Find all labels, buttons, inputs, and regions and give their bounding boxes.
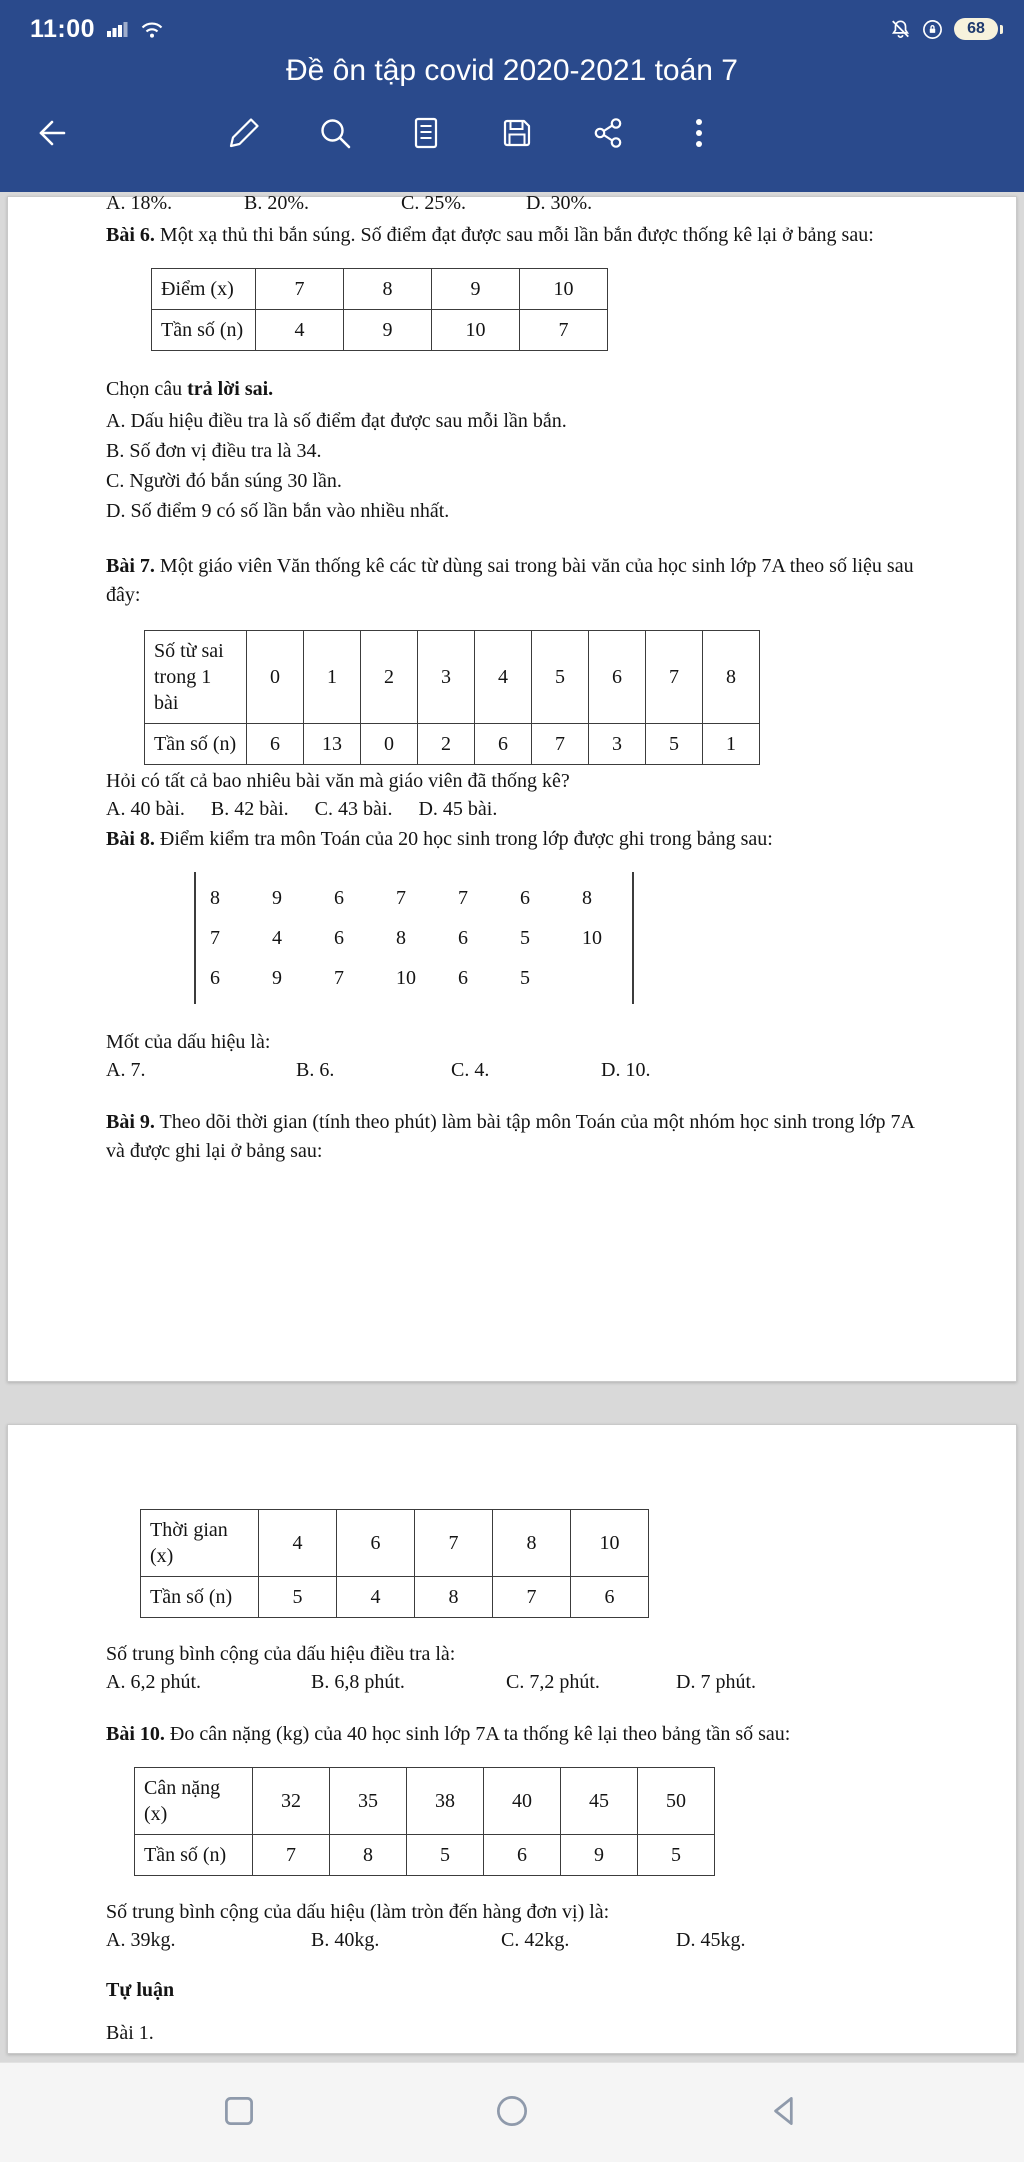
table-cell: 7 bbox=[253, 1835, 330, 1876]
exercise-text: Điểm kiểm tra môn Toán của 20 học sinh trong lớp được ghi trong bảng sau: bbox=[154, 828, 773, 850]
score-value: 8 bbox=[582, 887, 592, 909]
essay-section-heading: Tự luận bbox=[106, 1979, 175, 2001]
table-cell: 10 bbox=[520, 269, 608, 310]
bai9-question: Số trung bình cộng của dấu hiệu điều tra là: bbox=[106, 1643, 456, 1665]
answer-option: C. 4. bbox=[451, 1059, 490, 1081]
table-cell: 10 bbox=[571, 1510, 649, 1577]
table-cell: Điểm (x) bbox=[152, 269, 256, 310]
table-cell: 7 bbox=[256, 269, 344, 310]
table-cell: 13 bbox=[304, 724, 361, 765]
wifi-icon bbox=[140, 20, 164, 39]
table-cell: 7 bbox=[646, 631, 703, 724]
battery-indicator: 68 bbox=[954, 18, 998, 40]
exercise-text: Một giáo viên Văn thống kê các từ dùng sai trong bài văn của học sinh lớp 7A theo số liệu sau đây: bbox=[106, 555, 914, 606]
table-cell: 6 bbox=[589, 631, 646, 724]
table-row bbox=[135, 1835, 715, 1876]
table-cell: 8 bbox=[703, 631, 760, 724]
exercise-number: Bài 8. bbox=[106, 828, 155, 850]
answer-option: C. 43 bài. bbox=[314, 798, 393, 820]
answer-option: B. Số đơn vị điều tra là 34. bbox=[106, 440, 322, 462]
score-value: 5 bbox=[520, 967, 530, 989]
score-value: 5 bbox=[520, 927, 530, 949]
table-cell: 10 bbox=[432, 310, 520, 351]
exercise-text: Theo dõi thời gian (tính theo phút) làm bài tập môn Toán của một nhóm học sinh trong lớp 7A và được ghi lại ở bảng sau: bbox=[106, 1111, 914, 1162]
share-button[interactable] bbox=[586, 111, 630, 155]
table-cell: 0 bbox=[361, 724, 418, 765]
exercise-number: Bài 9. bbox=[106, 1111, 155, 1133]
score-value: 6 bbox=[334, 887, 344, 909]
answer-option: B. 42 bài. bbox=[210, 798, 289, 820]
reading-mode-button[interactable] bbox=[404, 111, 448, 155]
bai7-statement bbox=[106, 552, 916, 610]
table-cell: 2 bbox=[418, 724, 475, 765]
bai9-options bbox=[106, 1671, 916, 1694]
bai7-question: Hỏi có tất cả bao nhiêu bài văn mà giáo viên đã thống kê? bbox=[106, 770, 570, 792]
android-navigation-bar bbox=[0, 2062, 1024, 2162]
scores-row bbox=[196, 958, 632, 998]
score-value: 7 bbox=[334, 967, 344, 989]
answer-option: A. 18%. bbox=[106, 192, 173, 214]
truncated-bottom-line bbox=[106, 2019, 916, 2044]
table-cell: Thời gian (x) bbox=[141, 1510, 259, 1577]
truncated-options-row bbox=[106, 192, 916, 217]
answer-option: A. 6,2 phút. bbox=[106, 1671, 201, 1693]
table-cell: 1 bbox=[304, 631, 361, 724]
bai10-frequency-table bbox=[134, 1767, 715, 1876]
answer-option: A. 40 bài. bbox=[106, 798, 185, 820]
table-cell: 6 bbox=[247, 724, 304, 765]
table-cell: 5 bbox=[532, 631, 589, 724]
scores-row bbox=[196, 918, 632, 958]
toolbar-actions bbox=[222, 111, 721, 155]
table-cell: 3 bbox=[589, 724, 646, 765]
table-cell: 0 bbox=[247, 631, 304, 724]
answer-option: A. Dấu hiệu điều tra là số điểm đạt được sau mỗi lần bắn. bbox=[106, 410, 567, 432]
triangle-icon bbox=[764, 2090, 806, 2132]
table-cell: 4 bbox=[256, 310, 344, 351]
screen-lock-icon bbox=[922, 19, 943, 40]
score-value: 10 bbox=[582, 927, 602, 949]
table-cell: Tần số (n) bbox=[141, 1577, 259, 1618]
score-value: 9 bbox=[272, 967, 282, 989]
answer-option: D. 10. bbox=[601, 1059, 651, 1081]
app-header bbox=[0, 0, 1024, 192]
score-value: 8 bbox=[396, 927, 406, 949]
score-value: 6 bbox=[458, 927, 468, 949]
document-scroll-area[interactable] bbox=[0, 192, 1024, 2062]
bai8-scores-grid bbox=[194, 872, 634, 1004]
answer-option: D. Số điểm 9 có số lần bắn vào nhiều nhất. bbox=[106, 500, 450, 522]
scores-row bbox=[196, 878, 632, 918]
document-page-1 bbox=[7, 192, 1017, 1382]
exercise-number: Bài 10. bbox=[106, 1723, 165, 1745]
square-icon bbox=[218, 2090, 260, 2132]
bai8-options bbox=[106, 1059, 916, 1082]
truncated-text: Bài 1. bbox=[106, 2022, 154, 2044]
table-cell: 5 bbox=[638, 1835, 715, 1876]
table-cell: 6 bbox=[484, 1835, 561, 1876]
table-cell: 7 bbox=[520, 310, 608, 351]
table-cell: Số từ sai trong 1 bài bbox=[145, 631, 247, 724]
search-button[interactable] bbox=[313, 111, 357, 155]
table-cell: 38 bbox=[407, 1768, 484, 1835]
table-cell: 45 bbox=[561, 1768, 638, 1835]
answer-option: C. 7,2 phút. bbox=[506, 1671, 600, 1693]
prompt-bold-text: trả lời sai. bbox=[187, 378, 274, 400]
score-value: 8 bbox=[210, 887, 220, 909]
answer-option: D. 45 bài. bbox=[418, 798, 498, 820]
table-cell: 32 bbox=[253, 1768, 330, 1835]
table-cell: 2 bbox=[361, 631, 418, 724]
answer-option: D. 7 phút. bbox=[676, 1671, 756, 1693]
bai10-question: Số trung bình cộng của dấu hiệu (làm tròn đến hàng đơn vị) là: bbox=[106, 1901, 610, 1923]
table-row bbox=[141, 1510, 649, 1577]
recents-button[interactable] bbox=[218, 2090, 260, 2135]
table-cell: Cân nặng (x) bbox=[135, 1768, 253, 1835]
answer-option: C. Người đó bắn súng 30 lần. bbox=[106, 470, 342, 492]
back-button[interactable] bbox=[28, 111, 72, 155]
circle-icon bbox=[491, 2090, 533, 2132]
score-value: 7 bbox=[396, 887, 406, 909]
answer-options-row bbox=[106, 190, 916, 216]
table-cell: Tần số (n) bbox=[152, 310, 256, 351]
answer-option: D. 30%. bbox=[526, 192, 593, 214]
table-cell: 8 bbox=[415, 1577, 493, 1618]
search-icon bbox=[315, 113, 355, 153]
answer-option: B. 6. bbox=[296, 1059, 335, 1081]
bai9-frequency-table bbox=[140, 1509, 649, 1618]
bai6-options bbox=[106, 406, 916, 526]
toolbar bbox=[0, 88, 1024, 164]
exercise-number: Bài 7. bbox=[106, 555, 155, 577]
table-row bbox=[145, 631, 760, 724]
table-row bbox=[152, 269, 608, 310]
bai9-statement bbox=[106, 1108, 916, 1166]
table-row bbox=[152, 310, 608, 351]
table-cell: 7 bbox=[415, 1510, 493, 1577]
status-bar-left bbox=[30, 15, 164, 44]
table-cell: 4 bbox=[259, 1510, 337, 1577]
document-icon bbox=[406, 113, 446, 153]
table-cell: 50 bbox=[638, 1768, 715, 1835]
edit-button[interactable] bbox=[222, 111, 266, 155]
table-row bbox=[141, 1577, 649, 1618]
table-cell: 8 bbox=[493, 1510, 571, 1577]
bai10-options bbox=[106, 1929, 916, 1952]
table-cell: 40 bbox=[484, 1768, 561, 1835]
score-value: 6 bbox=[334, 927, 344, 949]
table-cell: 5 bbox=[407, 1835, 484, 1876]
home-button[interactable] bbox=[491, 2090, 533, 2135]
table-cell: 9 bbox=[344, 310, 432, 351]
exercise-text: Đo cân nặng (kg) của 40 học sinh lớp 7A ta thống kê lại theo bảng tần số sau: bbox=[164, 1723, 791, 1745]
bai8-question: Mốt của dấu hiệu là: bbox=[106, 1031, 271, 1053]
table-cell: 5 bbox=[259, 1577, 337, 1618]
bai7-frequency-table bbox=[144, 630, 760, 765]
bai6-statement bbox=[106, 221, 916, 250]
table-row bbox=[135, 1768, 715, 1835]
share-icon bbox=[588, 113, 628, 153]
score-value: 9 bbox=[272, 887, 282, 909]
table-cell: 6 bbox=[337, 1510, 415, 1577]
back-arrow-icon bbox=[29, 113, 71, 153]
more-options-button[interactable] bbox=[677, 111, 721, 155]
score-value: 6 bbox=[520, 887, 530, 909]
bai7-options bbox=[106, 798, 916, 821]
table-cell: 9 bbox=[561, 1835, 638, 1876]
exercise-text: Một xạ thủ thi bắn súng. Số điểm đạt được sau mỗi lần bắn được thống kê lại ở bảng sau: bbox=[154, 224, 874, 246]
table-cell: Tần số (n) bbox=[145, 724, 247, 765]
clock: 11:00 bbox=[30, 14, 96, 43]
table-row bbox=[145, 724, 760, 765]
save-button[interactable] bbox=[495, 111, 539, 155]
save-icon bbox=[497, 113, 537, 153]
exercise-number: Bài 6. bbox=[106, 224, 155, 246]
score-value: 7 bbox=[210, 927, 220, 949]
answer-option: C. 25%. bbox=[401, 192, 466, 214]
table-cell: 3 bbox=[418, 631, 475, 724]
prompt-text: Chọn câu bbox=[106, 378, 188, 400]
table-cell: 35 bbox=[330, 1768, 407, 1835]
answer-option: A. 7. bbox=[106, 1059, 146, 1081]
bai6-frequency-table bbox=[151, 268, 608, 351]
table-cell: 8 bbox=[330, 1835, 407, 1876]
vertical-dots-icon bbox=[679, 113, 719, 153]
score-value: 6 bbox=[210, 967, 220, 989]
answer-option: D. 45kg. bbox=[676, 1929, 746, 1951]
answer-option: C. 42kg. bbox=[501, 1929, 570, 1951]
answer-option: A. 39kg. bbox=[106, 1929, 176, 1951]
score-value: 7 bbox=[458, 887, 468, 909]
document-page-2 bbox=[7, 1424, 1017, 2054]
document-title: Đề ôn tập covid 2020-2021 toán 7 bbox=[285, 54, 738, 87]
bai8-statement bbox=[106, 825, 916, 854]
bai10-statement bbox=[106, 1720, 916, 1749]
status-bar-right bbox=[890, 18, 998, 40]
score-value: 10 bbox=[396, 967, 416, 989]
table-cell: 7 bbox=[532, 724, 589, 765]
score-value: 6 bbox=[458, 967, 468, 989]
table-cell: 6 bbox=[571, 1577, 649, 1618]
nav-back-button[interactable] bbox=[764, 2090, 806, 2135]
table-cell: Tần số (n) bbox=[135, 1835, 253, 1876]
status-bar bbox=[0, 12, 1024, 46]
table-cell: 1 bbox=[703, 724, 760, 765]
table-cell: 4 bbox=[337, 1577, 415, 1618]
pencil-icon bbox=[224, 113, 264, 153]
answer-option: B. 20%. bbox=[244, 192, 309, 214]
signal-strength-icon bbox=[106, 19, 129, 39]
table-cell: 5 bbox=[646, 724, 703, 765]
table-cell: 7 bbox=[493, 1577, 571, 1618]
table-cell: 6 bbox=[475, 724, 532, 765]
bai6-prompt bbox=[106, 375, 916, 404]
table-cell: 4 bbox=[475, 631, 532, 724]
answer-option: B. 40kg. bbox=[311, 1929, 380, 1951]
score-value: 4 bbox=[272, 927, 282, 949]
page-break bbox=[0, 1382, 1024, 1424]
notifications-muted-icon bbox=[890, 19, 911, 39]
table-cell: 8 bbox=[344, 269, 432, 310]
table-cell: 9 bbox=[432, 269, 520, 310]
answer-option: B. 6,8 phút. bbox=[311, 1671, 405, 1693]
